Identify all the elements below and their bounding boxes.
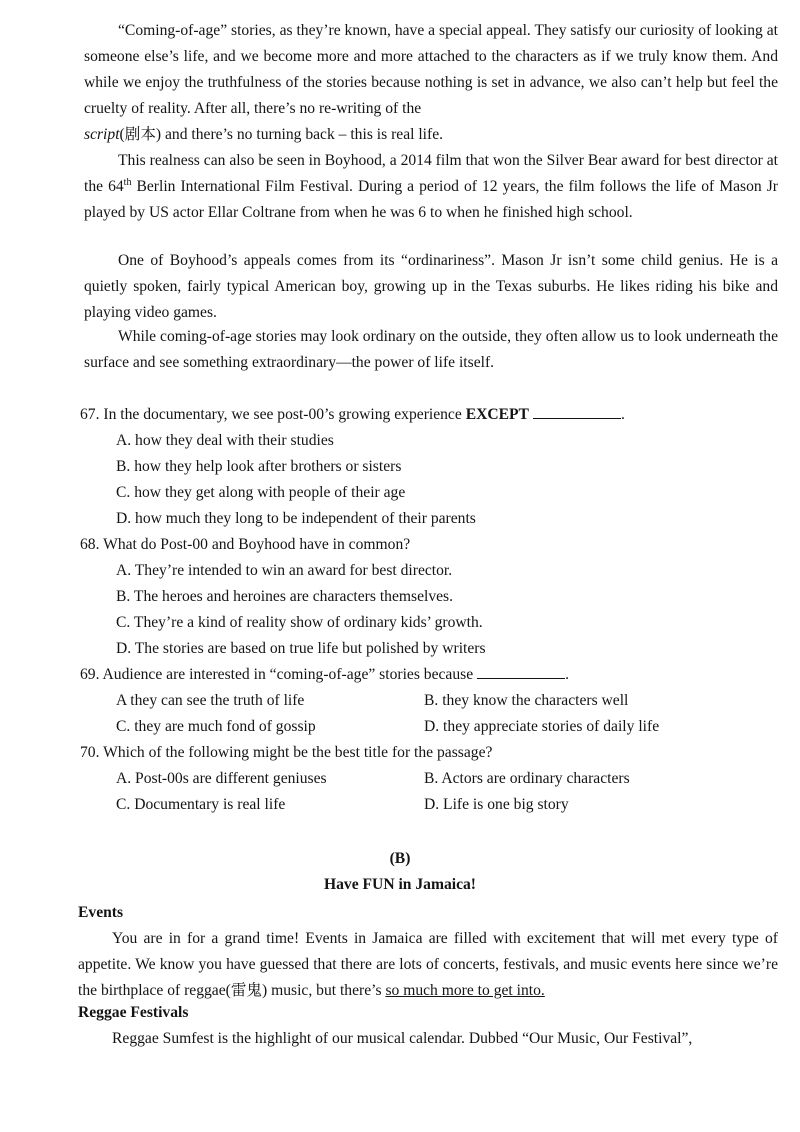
question-69-option-a: A they can see the truth of life [116,692,305,709]
question-68-option-a: A. They’re intended to win an award for best director. [116,562,453,579]
passage-paragraph-2: This realness can also be seen in Boyhood, a 2014 film that won the Silver Bear award for best director at the 64th Berlin International Film Festival. During a period of 12 years, the film follows the life of Mason Jr played by US actor Ellar Coltrane from when he was 6 to when he finished high school. [84,152,778,221]
passage-paragraph-1: “Coming-of-age” stories, as they’re known, have a special appeal. They satisfy our curiosity of looking at someone else’s life, and we become more and more attached to the characters as if we truly know them. And while we enjoy the truthfulness of the stories because nothing is set in advance, we also can’t help but feel the cruelty of reality. After all, there’s no re-writing of the script(剧本) and there’s no turning back – this is real life. [84,22,778,143]
answer-blank [477,664,565,679]
question-70-option-d: D. Life is one big story [424,796,569,813]
reggae-paragraph: Reggae Sumfest is the highlight of our musical calendar. Dubbed “Our Music, Our Festival”, [112,1030,693,1047]
question-68-option-d: D. The stories are based on true life but polished by writers [116,640,486,657]
section-label: (B) [389,850,411,867]
question-67-option-b: B. how they help look after brothers or sisters [116,458,402,475]
question-69-option-d: D. they appreciate stories of daily life [424,718,660,735]
reggae-festivals-heading: Reggae Festivals [78,1004,189,1021]
answer-blank [533,404,621,419]
question-68-option-b: B. The heroes and heroines are characters themselves. [116,588,454,605]
question-69-stem: 69. Audience are interested in “coming-of-age” stories because . [80,666,570,683]
events-heading: Events [78,904,124,921]
script-word: script [84,126,120,143]
script-gloss: (剧本) [119,126,162,143]
question-68-stem: 68. What do Post-00 and Boyhood have in common? [80,536,411,553]
question-67-option-d: D. how much they long to be independent of their parents [116,510,476,527]
question-70-option-b: B. Actors are ordinary characters [424,770,630,787]
question-69-option-c: C. they are much fond of gossip [116,718,316,735]
question-67-option-c: C. how they get along with people of their age [116,484,406,501]
question-70-stem: 70. Which of the following might be the best title for the passage? [80,744,493,761]
question-67-option-a: A. how they deal with their studies [116,432,334,449]
question-68-option-c: C. They’re a kind of reality show of ordinary kids’ growth. [116,614,483,631]
question-69-option-b: B. they know the characters well [424,692,629,709]
events-paragraph: You are in for a grand time! Events in Jamaica are filled with excitement that will met every type of appetite. We know you have guessed that there are lots of concerts, festivals, and music events here since we’re the birthplace of reggae(雷鬼) music, but there’s so much more to get into. [78,930,778,999]
passage-paragraph-3: One of Boyhood’s appeals comes from its “ordinariness”. Mason Jr isn’t some child genius. He is a quietly spoken, fairly typical American boy, growing up in the Texas suburbs. He likes riding his bike and playing video games. [84,252,778,321]
question-70-option-a: A. Post-00s are different geniuses [116,770,327,787]
question-70-option-c: C. Documentary is real life [116,796,286,813]
underlined-phrase: so much more to get into. [385,982,545,999]
question-67-stem: 67. In the documentary, we see post-00’s growing experience EXCEPT . [80,406,625,423]
passage-paragraph-4: While coming-of-age stories may look ordinary on the outside, they often allow us to look underneath the surface and see something extraordinary—the power of life itself. [84,328,778,371]
section-title: Have FUN in Jamaica! [323,876,477,893]
